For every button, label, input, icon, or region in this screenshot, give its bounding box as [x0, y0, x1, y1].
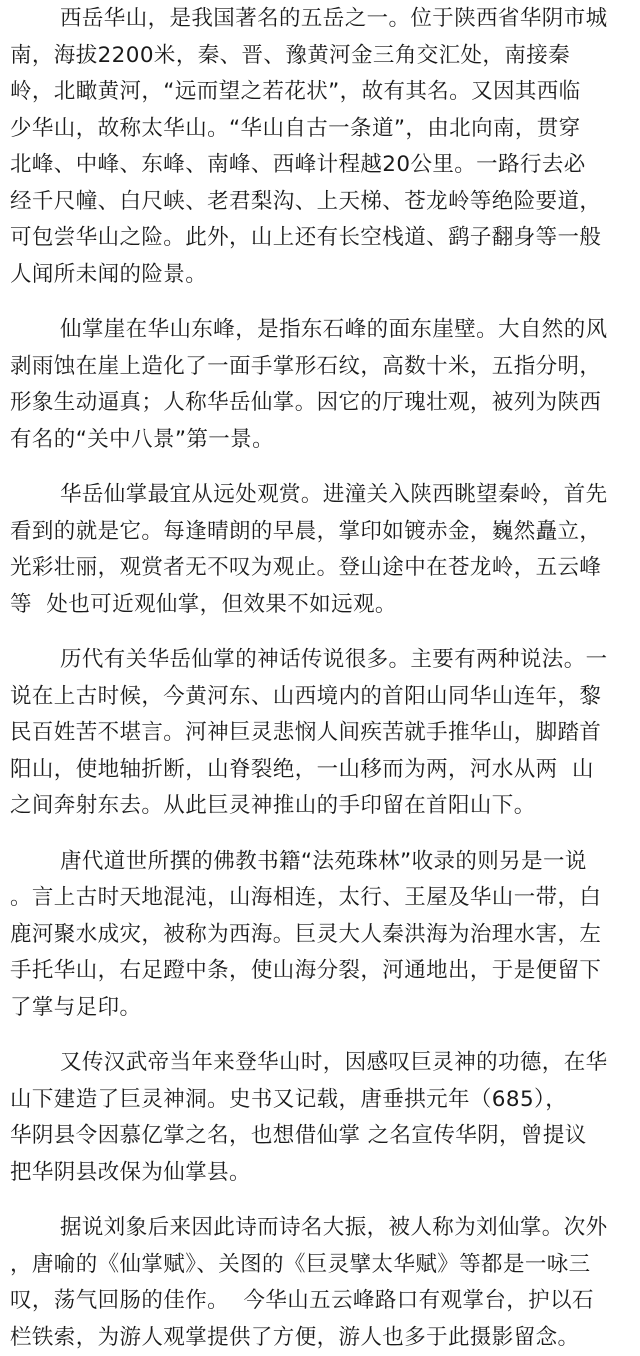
text-line: 栏铁索，为游人观掌提供了方便，游人也多于此摄影留念。: [10, 1320, 579, 1356]
text-line: ，唐喻的《仙掌赋》、关图的《巨灵擘太华赋》等都是一咏三: [10, 1247, 591, 1284]
text-line: 之间奔射东去。从此巨灵神推山的手印留在首阳山下。: [10, 788, 536, 825]
text-line: 仙掌崖在华山东峰，是指东石峰的面东崖壁。大自然的风: [60, 312, 608, 349]
text-line: 民百姓苦不堪言。河神巨灵悲悯人间疾苦就手推华山，脚踏首: [10, 715, 601, 752]
text-line: 少华山，故称太华山。“华山自古一条道”，由北向南，贯穿: [10, 111, 581, 148]
text-line: 人闻所未闻的险景。: [10, 257, 207, 294]
text-line: 北峰、中峰、东峰、南峰、西峰计程越20公里。一路行去必: [10, 147, 586, 184]
text-line: 华岳仙掌最宜从远处观赏。进潼关入陕西眺望秦岭，首先: [60, 477, 608, 514]
text-line: 南，海拔2200米，秦、晋、豫黄河金三角交汇处，南接秦: [10, 38, 570, 75]
text-line: 说在上古时候，今黄河东、山西境内的首阳山同华山连年，黎: [10, 679, 601, 716]
text-line: 看到的就是它。每逢晴朗的早晨，掌印如镀赤金，巍然矗立，: [10, 514, 601, 551]
text-line: 。言上古时天地混沌，山海相连，太行、王屋及华山一带，白: [10, 880, 601, 917]
text-line: 据说刘象后来因此诗而诗名大振，被人称为刘仙掌。次外: [60, 1210, 608, 1247]
text-line: 有名的“关中八景”第一景。: [10, 422, 274, 459]
text-line: 华阴县令因慕亿掌之名，也想借仙掌 之名宣传华阴，曾提议: [10, 1118, 587, 1155]
text-line: 叹，荡气回肠的佳作。 今华山五云峰路口有观掌台，护以石: [10, 1283, 594, 1320]
text-line: 形象生动逼真；人称华岳仙掌。因它的厅瑰壮观，被列为陕西: [10, 385, 601, 422]
text-line: 经千尺幢、白尺峡、老君梨沟、上天梯、苍龙岭等绝险要道，: [10, 184, 601, 221]
text-line: 了掌与足印。: [10, 990, 141, 1027]
text-line: 山下建造了巨灵神洞。史书又记载，唐垂拱元年（685），: [10, 1082, 567, 1119]
text-line: 西岳华山，是我国著名的五岳之一。位于陕西省华阴市城: [60, 1, 608, 38]
text-line: 历代有关华岳仙掌的神话传说很多。主要有两种说法。一: [60, 642, 608, 679]
text-line: 可包尝华山之险。此外，山上还有长空栈道、鹞子翻身等一般: [10, 220, 601, 257]
text-line: 又传汉武帝当年来登华山时，因感叹巨灵神的功德，在华: [60, 1045, 608, 1082]
text-line: 阳山，使地轴折断，山脊裂绝，一山移而为两，河水从两 山: [10, 752, 594, 789]
text-line: 唐代道世所撰的佛教书籍“法苑珠林”收录的则另是一说: [60, 844, 587, 881]
text-line: 等 处也可近观仙掌，但效果不如远观。: [10, 587, 397, 624]
text-line: 岭，北瞰黄河，“远而望之若花状”，故有其名。又因其西临: [10, 74, 581, 111]
text-line: 手托华山，右足蹬中条，使山海分裂，河通地出，于是便留下: [10, 953, 601, 990]
text-line: 光彩壮丽，观赏者无不叹为观止。登山途中在苍龙岭，五云峰: [10, 550, 601, 587]
text-line: 把华阴县改保为仙掌县。: [10, 1155, 251, 1192]
text-line: 剥雨蚀在崖上造化了一面手掌形石纹，高数十米，五指分明，: [10, 349, 601, 386]
text-line: 鹿河聚水成灾，被称为西海。巨灵大人秦洪海为治理水害，左: [10, 917, 601, 954]
